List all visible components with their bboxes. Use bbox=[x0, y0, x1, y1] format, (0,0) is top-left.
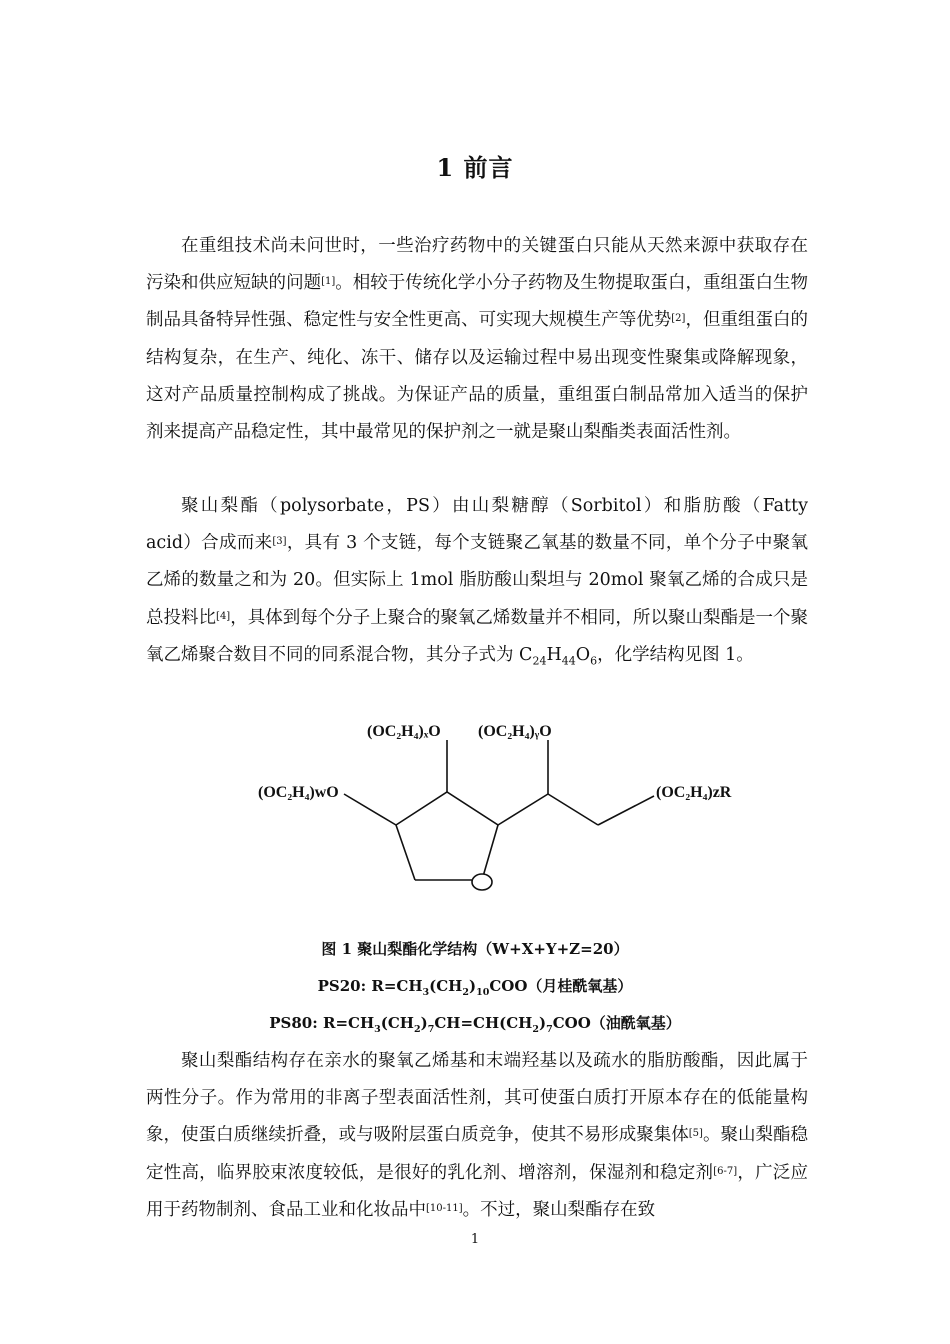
text: COO（月桂酰氧基） bbox=[489, 977, 633, 995]
label-z: (OC₂H₄)zR bbox=[656, 784, 732, 801]
subscript: 10 bbox=[476, 987, 490, 998]
label-y: (OC₂H₄)ᵧO bbox=[478, 723, 552, 740]
text: ，具有 3 个支链，每个支链聚乙氧基的数量不同，单个分子中聚氧乙烯的数量之和为 20。但实际上 1mol 脂肪酸山梨坦与 20mol 聚氧乙烯的合成只是总投料比 bbox=[146, 533, 808, 628]
citation: [1] bbox=[321, 276, 336, 288]
text: ，但重组蛋白的结构复杂，在生产、纯化、冻干、储存以及运输过程中易出现变性聚集或降解现象，这对产品质量控制构成了挑战。为保证产品的质量，重组蛋白制品常加入适当的保护剂来提高产品稳定性，其中最常见的保护剂之一就是聚山梨酯类表面活性剂。 bbox=[146, 310, 808, 443]
text: ) bbox=[468, 977, 477, 995]
text: PS80: R=CH bbox=[269, 1014, 375, 1032]
text: ) bbox=[538, 1014, 547, 1032]
label-x: (OC₂H₄)ₓO bbox=[367, 723, 441, 740]
text: O bbox=[575, 644, 591, 665]
subscript: 3 bbox=[374, 1024, 381, 1035]
text: (CH bbox=[380, 1014, 414, 1032]
text: ) bbox=[420, 1014, 428, 1032]
text: 。不过，聚山梨酯存在致 bbox=[462, 1199, 656, 1220]
text: ，化学结构见图 1。 bbox=[597, 644, 754, 665]
paragraph-polysorbate bbox=[146, 488, 808, 680]
text: PS20: R=CH bbox=[317, 977, 423, 995]
section-heading: 1 前言 bbox=[436, 153, 514, 182]
caption-ps20 bbox=[0, 975, 950, 998]
text: 。聚山梨酯稳定性高，临界胶束浓度较低，是很好的乳化剂、增溶剂，保湿剂和稳定剂 bbox=[146, 1125, 809, 1183]
figure-caption: 图 1 聚山梨酯化学结构（W+X+Y+Z=20） bbox=[321, 940, 629, 958]
subscript: 44 bbox=[561, 654, 576, 668]
text: (CH bbox=[429, 977, 463, 995]
label-w: (OC₂H₄)wO bbox=[258, 784, 339, 801]
bond-side bbox=[498, 794, 548, 825]
citation: [6-7] bbox=[713, 1165, 738, 1177]
ring-bond-left bbox=[396, 825, 415, 880]
text: ，具体到每个分子上聚合的聚氧乙烯数量并不相同，所以聚山梨酯是一个聚氧乙烯聚合数目不同的同系混合物，其分子式为 C bbox=[146, 607, 809, 665]
subscript: 3 bbox=[422, 987, 430, 998]
paragraph-properties bbox=[146, 1043, 808, 1229]
page-number: 1 bbox=[470, 1232, 480, 1247]
text: ，广泛应用于药物制剂、食品工业和化妆品中 bbox=[146, 1162, 809, 1220]
subscript: 24 bbox=[532, 654, 547, 668]
text: 聚山梨酯（polysorbate，PS）由山梨糖醇（Sorbitol）和脂肪酸（Fatty acid）合成而来 bbox=[146, 496, 808, 554]
ring-bonds bbox=[396, 792, 498, 880]
caption-ps80 bbox=[0, 1012, 950, 1035]
text: 聚山梨酯结构存在亲水的聚氧乙烯基和末端羟基以及疏水的脂肪酸酯，因此属于两性分子。作为常用的非离子型表面活性剂，其可使蛋白质打开原本存在的低能量构象，使蛋白质继续折叠，或与吸附层蛋白质竞争，使其不易形成聚集体 bbox=[146, 1051, 808, 1146]
subscript: 2 bbox=[462, 987, 469, 998]
structure-bonds bbox=[344, 740, 654, 880]
chemical-structure-figure bbox=[250, 712, 750, 902]
citation: [3] bbox=[272, 536, 287, 548]
subscript: 7 bbox=[546, 1024, 553, 1035]
citation: [4] bbox=[216, 610, 231, 622]
bond-w bbox=[344, 794, 396, 825]
paragraph-intro bbox=[146, 228, 808, 451]
text: 。相较于传统化学小分子药物及生物提取蛋白，重组蛋白生物制品具备特异性强、稳定性与安全性更高、可实现大规模生产等优势 bbox=[146, 273, 809, 331]
subscript: 2 bbox=[413, 1024, 421, 1035]
subscript: 2 bbox=[532, 1024, 539, 1035]
text: COO（油酰氧基） bbox=[552, 1014, 681, 1032]
subscript: 7 bbox=[427, 1024, 435, 1035]
bond-z bbox=[598, 796, 654, 825]
ring-oxygen-circle bbox=[472, 874, 492, 890]
text: CH=CH(CH bbox=[434, 1014, 533, 1032]
text: H bbox=[546, 644, 562, 665]
text: 在重组技术尚未问世时，一些治疗药物中的关键蛋白只能从天然来源中获取存在污染和供应短缺的问题 bbox=[146, 236, 808, 294]
subscript: 6 bbox=[590, 654, 598, 668]
citation: [2] bbox=[671, 313, 686, 325]
citation: [5] bbox=[688, 1128, 703, 1140]
citation: [10-11] bbox=[426, 1202, 463, 1214]
bond-chain bbox=[548, 794, 598, 825]
